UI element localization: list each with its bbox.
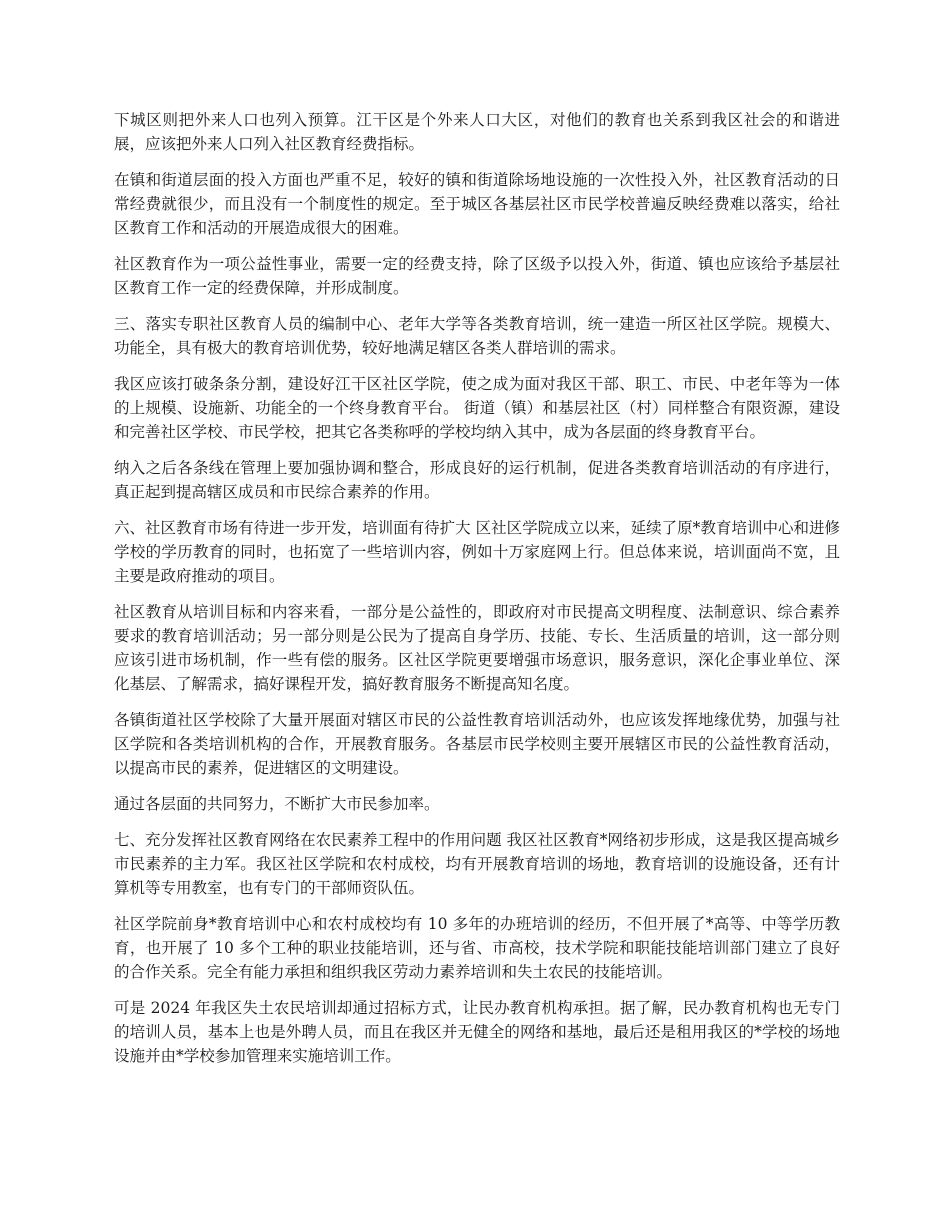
paragraph: 通过各层面的共同努力，不断扩大市民参加率。 bbox=[114, 795, 440, 813]
paragraph: 可是 2024 年我区失土农民培训却通过招标方式，让民办教育机构承担。据了解，民办教育机构也无专门的培训人员，基本上也是外聘人员，而且在我区并无健全的网络和基地，最后还是租用我区的*学校的场地设施并由*学校参加管理来实施培训工作。 bbox=[114, 999, 840, 1065]
paragraph: 我区应该打破条条分割，建设好江干区社区学院，使之成为面对我区干部、职工、市民、中老年等为一体的上规模、设施新、功能全的一个终身教育平台。 街道（镇）和基层社区（村）同样整合有限资源，建设和完善社区学校、市民学校，把其它各类称呼的学校均纳入其中，成为各层面的终身教育平台。 bbox=[114, 375, 840, 441]
paragraph: 七、充分发挥社区教育网络在农民素养工程中的作用问题 我区社区教育*网络初步形成，这是我区提高城乡市民素养的主力军。我区社区学院和农村成校，均有开展教育培训的场地，教育培训的设施设备，还有计算机等专用教室，也有专门的干部师资队伍。 bbox=[114, 831, 840, 897]
paragraph: 各镇街道社区学校除了大量开展面对辖区市民的公益性教育培训活动外，也应该发挥地缘优势，加强与社区学院和各类培训机构的合作，开展教育服务。各基层市民学校则主要开展辖区市民的公益性教育活动，以提高市民的素养，促进辖区的文明建设。 bbox=[114, 711, 840, 777]
paragraph: 社区教育从培训目标和内容来看，一部分是公益性的，即政府对市民提高文明程度、法制意识、综合素养要求的教育培训活动；另一部分则是公民为了提高自身学历、技能、专长、生活质量的培训，这一部分则应该引进市场机制，作一些有偿的服务。区社区学院更要增强市场意识，服务意识，深化企事业单位、深化基层、了解需求，搞好课程开发，搞好教育服务不断提高知名度。 bbox=[114, 603, 840, 693]
paragraph: 三、落实专职社区教育人员的编制中心、老年大学等各类教育培训，统一建造一所区社区学院。规模大、功能全，具有极大的教育培训优势，较好地满足辖区各类人群培训的需求。 bbox=[114, 315, 840, 357]
paragraph: 纳入之后各条线在管理上要加强协调和整合，形成良好的运行机制，促进各类教育培训活动的有序进行，真正起到提高辖区成员和市民综合素养的作用。 bbox=[114, 459, 840, 501]
paragraph: 社区教育作为一项公益性事业，需要一定的经费支持，除了区级予以投入外，街道、镇也应该给予基层社区教育工作一定的经费保障，并形成制度。 bbox=[114, 255, 840, 297]
document-body bbox=[114, 108, 840, 1080]
paragraph: 六、社区教育市场有待进一步开发，培训面有待扩大 区社区学院成立以来，延续了原*教育培训中心和进修学校的学历教育的同时，也拓宽了一些培训内容，例如十万家庭网上行。但总体来说，培训面尚不宽，且主要是政府推动的项目。 bbox=[114, 519, 840, 585]
paragraph: 下城区则把外来人口也列入预算。江干区是个外来人口大区，对他们的教育也关系到我区社会的和谐进展，应该把外来人口列入社区教育经费指标。 bbox=[114, 111, 840, 153]
paragraph: 在镇和街道层面的投入方面也严重不足，较好的镇和街道除场地设施的一次性投入外，社区教育活动的日常经费就很少，而且没有一个制度性的规定。至于城区各基层社区市民学校普遍反映经费难以落实，给社区教育工作和活动的开展造成很大的困难。 bbox=[114, 171, 840, 237]
paragraph: 社区学院前身*教育培训中心和农村成校均有 10 多年的办班培训的经历，不但开展了*高等、中等学历教育，也开展了 10 多个工种的职业技能培训，还与省、市高校，技术学院和职能技能培训部门建立了良好的合作关系。完全有能力承担和组织我区劳动力素养培训和失土农民的技能培训。 bbox=[114, 915, 840, 981]
